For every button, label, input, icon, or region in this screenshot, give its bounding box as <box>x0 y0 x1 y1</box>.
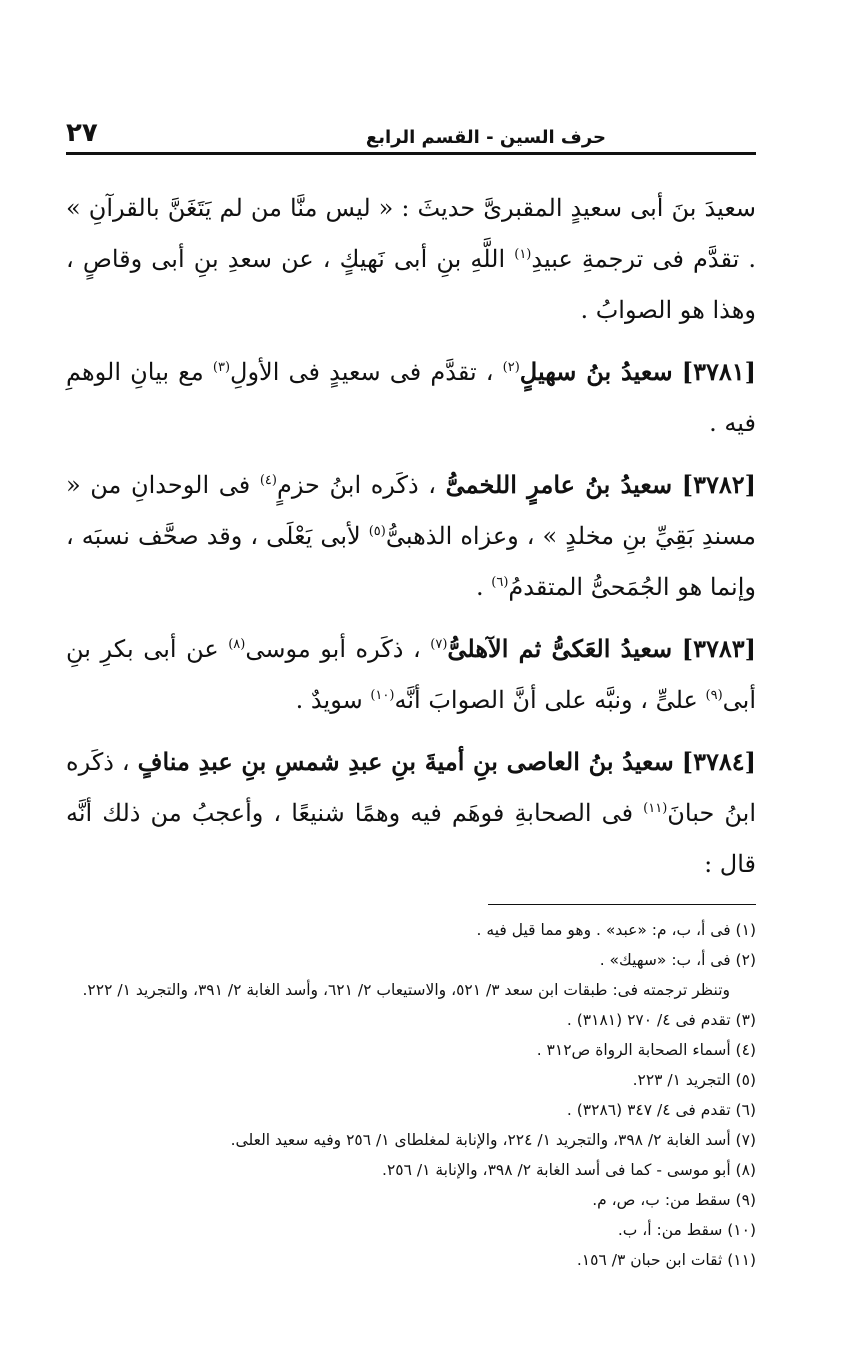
footnote-ref: (٨) <box>228 637 246 652</box>
footnote-ref: (١٠) <box>370 688 395 703</box>
footnote: (١٠) سقط من: أ، ب. <box>617 1221 756 1239</box>
entry-name: سعيدُ بنُ سهيلٍ <box>519 357 673 386</box>
text-segment: عن أبى بكرِ بنِ أبى <box>66 635 756 714</box>
entry-name: سعيدُ العَكىُّ ثم الآهلىُّ <box>447 634 673 663</box>
main-text <box>66 183 756 890</box>
text-segment: اللَّهِ بنِ أبى نَهيكٍ ، عن سعدِ بنِ أبى وقاصٍ ، وهذا هو الصوابُ . <box>66 245 756 324</box>
text-segment: فى الوحدانِ من « مسندِ بَقِيِّ بنِ مخلدٍ » ، وعزاه الذهبىُّ <box>66 471 756 550</box>
footnote-ref: (١) <box>514 247 532 262</box>
footnote: (٨) أبو موسى - كما فى أسد الغابة ٢/ ٣٩٨، والإنابة ١/ ٢٥٦. <box>382 1161 756 1179</box>
entry-name: سعيدُ بنُ العاصى بنِ أميةَ بنِ عبدِ شمسِ بنِ عبدِ منافٍ <box>137 747 674 776</box>
page-header <box>66 108 756 155</box>
text-segment: ، ذكَره ابنُ حبانَ <box>66 748 756 827</box>
entry-3782 <box>66 459 756 613</box>
footnote: (١) فى أ، ب، م: «عبد» . وهو مما قيل فيه . <box>476 921 756 939</box>
footnote-ref: (٧) <box>430 637 448 652</box>
footnote: (٤) أسماء الصحابة الرواة ص٣١٢ . <box>536 1041 756 1059</box>
page-number: ٢٧ <box>66 118 98 148</box>
book-page <box>66 108 756 1275</box>
footnote-ref: (٥) <box>368 524 386 539</box>
footnote-ref: (٢) <box>502 360 520 375</box>
text-segment: علىٍّ ، ونبَّه على أنَّ الصوابَ أنَّه <box>394 686 706 714</box>
footnote-ref: (٦) <box>491 575 509 590</box>
entry-number: [٣٧٨٢] <box>681 470 756 499</box>
footnote-continuation: وتنظر ترجمته فى: طبقات ابن سعد ٣/ ٥٢١، والاستيعاب ٢/ ٦٢١، وأسد الغابة ٢/ ٣٩١، والتجريد ١/ ٢٢٢. <box>82 981 730 999</box>
footnote: (٢) فى أ، ب: «سهيك» . <box>599 951 756 969</box>
footnote: (٥) التجريد ١/ ٢٢٣. <box>632 1071 756 1089</box>
footnote: (٦) تقدم فى ٤/ ٣٤٧ (٣٢٨٦) . <box>566 1101 756 1119</box>
footnote-ref: (٩) <box>705 688 723 703</box>
entry-3783 <box>66 623 756 726</box>
entry-3784 <box>66 736 756 890</box>
text-segment: لأبى يَعْلَى ، وقد صحَّف نسبَه ، وإنما هو الجُمَحىُّ المتقدمُ <box>66 522 756 601</box>
text-segment: فى الصحابةِ فوهَم فيه وهمًا شنيعًا ، وأعجبُ من ذلك أنَّه قال : <box>66 799 756 878</box>
text-line: سعيدَ بنَ أبى سعيدٍ المقبرىَّ حديثَ : « ليس منَّا من لم يَتَغَنَّ بالقرآنِ » . <box>66 194 757 273</box>
footnote-ref: (٣) <box>212 360 231 375</box>
text-segment: سويدٌ . <box>295 686 371 714</box>
text-segment: مع بيانِ الوهمِ فيه . <box>66 358 756 437</box>
footnote: (٩) سقط من: ب، ص، م. <box>592 1191 756 1209</box>
entry-number: [٣٧٨٤] <box>681 747 756 776</box>
footnote: (٣) تقدم فى ٤/ ٢٧٠ (٣١٨١) . <box>566 1011 756 1029</box>
paragraph-continuation <box>66 183 756 336</box>
entry-number: [٣٧٨١] <box>681 357 756 386</box>
footnotes <box>66 915 756 1275</box>
entry-number: [٣٧٨٣] <box>681 634 756 663</box>
text-segment: تقدَّم فى ترجمةِ عبيدِ <box>531 245 740 273</box>
footnote-ref: (١١) <box>643 801 668 816</box>
entry-3781 <box>66 346 756 449</box>
footnote-separator <box>488 904 756 905</box>
entry-name: سعيدُ بنُ عامرٍ اللخمىُّ <box>445 470 673 499</box>
text-segment: ، ذكَره أبو موسى <box>245 635 431 663</box>
text-segment: . <box>475 573 492 601</box>
footnote-ref: (٤) <box>259 473 277 488</box>
text-segment: ، ذكَره ابنُ حزمٍ <box>276 471 446 499</box>
footnote: (٧) أسد الغابة ٢/ ٣٩٨، والتجريد ١/ ٢٢٤، والإنابة لمغلطاى ١/ ٢٥٦ وفيه سعيد العلى. <box>230 1131 756 1149</box>
running-title: حرف السين - القسم الرابع <box>365 127 606 148</box>
text-segment: ، تقدَّم فى سعيدٍ فى الأولِ <box>230 358 503 386</box>
footnote: (١١) ثقات ابن حبان ٣/ ١٥٦. <box>576 1251 756 1269</box>
